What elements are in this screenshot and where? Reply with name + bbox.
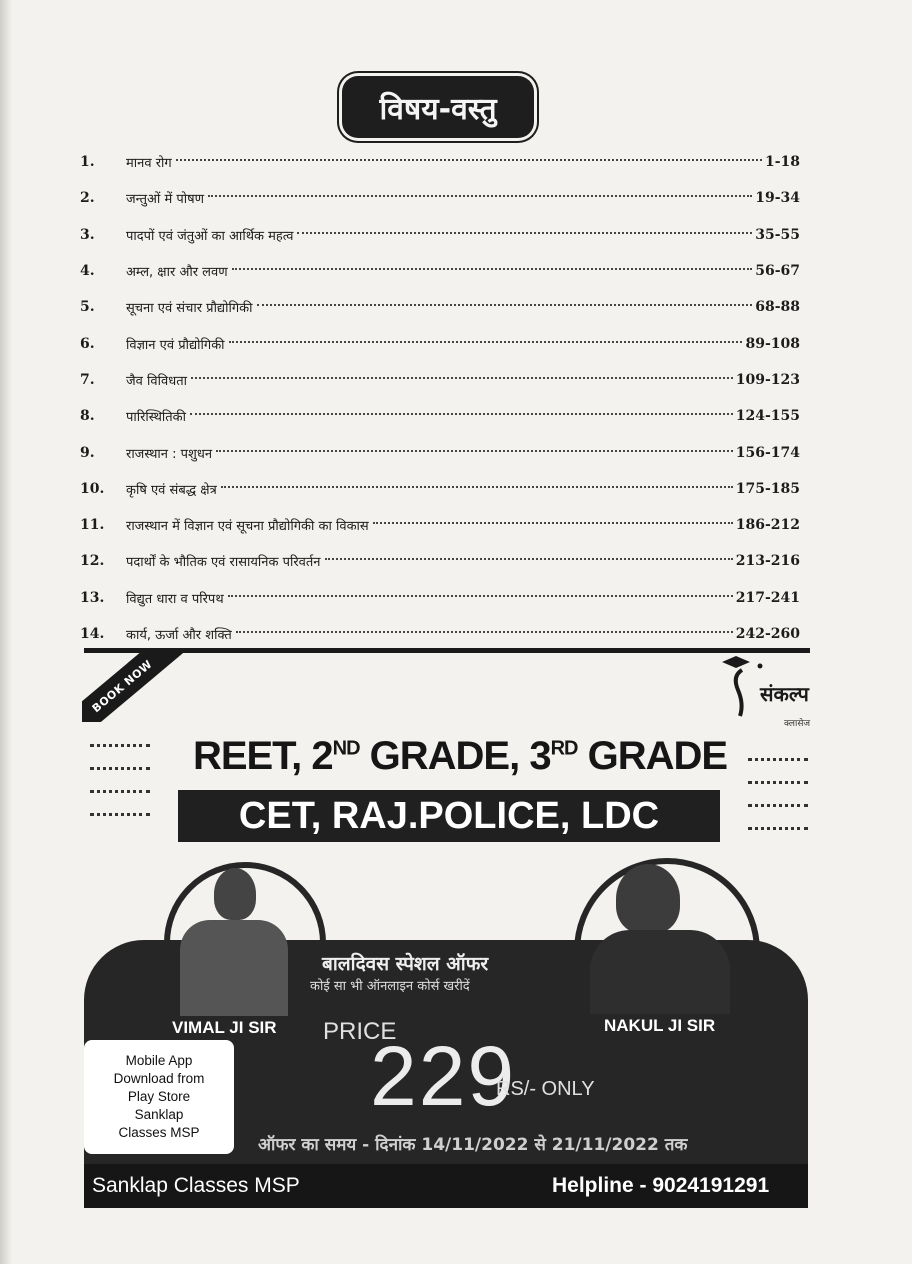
decor-dots-right — [748, 758, 808, 850]
toc-page-range: 217-241 — [735, 589, 800, 606]
section-divider — [84, 648, 810, 653]
toc-chapter-title: पदार्थों के भौतिक एवं रासायनिक परिवर्तन — [126, 555, 321, 571]
toc-page-range: 68-88 — [755, 299, 800, 316]
toc-chapter-title: पादपों एवं जंतुओं का आर्थिक महत्व — [126, 228, 294, 244]
toc-number: 13. — [80, 589, 105, 606]
toc-chapter-title: जैव विविधता — [126, 373, 187, 389]
toc-number: 6. — [80, 335, 95, 352]
book-now-label: BOOK NOW — [82, 652, 185, 722]
toc-row — [80, 580, 800, 616]
app-line: Sanklap — [134, 1107, 184, 1122]
toc-number: 5. — [80, 299, 95, 316]
price-label: PRICE — [323, 1018, 397, 1045]
price-value: 229 — [370, 1029, 517, 1123]
app-line: Download from — [113, 1071, 205, 1086]
toc-page-range: 109-123 — [735, 371, 800, 388]
toc-number: 3. — [80, 226, 95, 243]
decor-dots-left — [90, 744, 150, 836]
teacher-right-name: NAKUL JI SIR — [604, 1016, 716, 1035]
toc-page-range: 56-67 — [755, 263, 800, 280]
toc-chapter-title: राजस्थान में विज्ञान एवं सूचना प्रौद्योगिकी का विकास — [126, 519, 369, 535]
app-download-box — [84, 1040, 234, 1154]
teacher-right-avatar — [590, 930, 730, 1014]
toc-row — [80, 180, 800, 216]
toc-chapter-title: जन्तुओं में पोषण — [126, 192, 205, 208]
toc-leader-dots — [229, 340, 743, 343]
toc-leader-dots — [257, 303, 753, 306]
teacher-right-head — [616, 864, 680, 934]
toc-number: 2. — [80, 190, 95, 207]
toc-number: 14. — [80, 626, 105, 642]
toc-page-range: 124-155 — [735, 408, 800, 425]
toc-page-range: 156-174 — [735, 444, 800, 461]
app-line: Classes MSP — [118, 1125, 200, 1140]
toc-chapter-title: पारिस्थितिकी — [126, 410, 187, 426]
toc-chapter-title: अम्ल, क्षार और लवण — [126, 265, 228, 281]
toc-row — [80, 507, 800, 543]
price-suffix: RS/- ONLY — [496, 1078, 595, 1100]
offer-period: ऑफर का समय - दिनांक 14/11/2022 से 21/11/2022 तक — [258, 1135, 688, 1155]
toc-number: 4. — [80, 263, 95, 280]
app-line: Mobile App — [125, 1053, 193, 1068]
toc-page-range: 186-212 — [735, 517, 800, 534]
toc-chapter-title: राजस्थान : पशुधन — [126, 446, 213, 462]
toc-row — [80, 543, 800, 579]
toc-row — [80, 253, 800, 289]
toc-page-range: 213-216 — [735, 553, 800, 570]
toc-leader-dots — [373, 521, 733, 524]
toc-leader-dots — [221, 485, 733, 488]
toc-chapter-title: विद्युत धारा व परिपथ — [126, 591, 224, 607]
toc-row — [80, 616, 800, 652]
page-edge-shadow — [0, 0, 12, 1264]
toc-number: 11. — [80, 517, 105, 534]
toc-page-range: 242-260 — [735, 626, 800, 642]
toc-row — [80, 398, 800, 434]
toc-page-range: 175-185 — [735, 480, 800, 497]
toc-leader-dots — [228, 594, 733, 597]
offer-title: बालदिवस स्पेशल ऑफर — [322, 953, 489, 975]
toc-row — [80, 289, 800, 325]
toc-number: 10. — [80, 480, 105, 497]
toc-leader-dots — [216, 449, 733, 452]
toc-row — [80, 144, 800, 180]
toc-page-range: 35-55 — [755, 226, 800, 243]
book-now-ribbon — [82, 652, 192, 722]
toc-row — [80, 217, 800, 253]
toc-chapter-title: मानव रोग — [126, 156, 172, 172]
toc-number: 8. — [80, 408, 95, 425]
footer-helpline: Helpline - 9024191291 — [552, 1174, 770, 1197]
toc-chapter-title: कार्य, ऊर्जा और शक्ति — [126, 628, 232, 643]
toc-title: विषय-वस्तु — [342, 76, 534, 138]
toc-leader-dots — [297, 231, 752, 234]
toc-number: 9. — [80, 444, 95, 461]
toc-page-range: 89-108 — [745, 335, 800, 352]
teacher-left-avatar — [180, 920, 288, 1016]
toc-page-range: 19-34 — [755, 190, 800, 207]
toc-leader-dots — [208, 194, 752, 197]
exam-headline: REET, 2ND GRADE, 3RD GRADE — [192, 734, 728, 778]
offer-subtitle: कोई सा भी ऑनलाइन कोर्स खरीदें — [310, 979, 470, 994]
toc-list — [80, 144, 800, 652]
toc-leader-dots — [236, 630, 733, 633]
toc-row — [80, 434, 800, 470]
logo-subtext: क्लासेज — [784, 719, 811, 729]
app-line: Play Store — [127, 1089, 191, 1104]
toc-number: 12. — [80, 553, 105, 570]
toc-chapter-title: सूचना एवं संचार प्रौद्योगिकी — [126, 301, 253, 317]
toc-leader-dots — [191, 376, 733, 379]
toc-chapter-title: विज्ञान एवं प्रौद्योगिकी — [126, 337, 225, 353]
toc-row — [80, 362, 800, 398]
toc-leader-dots — [232, 267, 753, 270]
exam-subheadline: CET, RAJ.POLICE, LDC — [178, 790, 720, 842]
teacher-left-name: VIMAL JI SIR — [172, 1018, 277, 1037]
toc-page-range: 1-18 — [764, 154, 800, 171]
toc-leader-dots — [325, 557, 733, 560]
toc-chapter-title: कृषि एवं संबद्ध क्षेत्र — [126, 482, 217, 498]
footer-brand: Sanklap Classes MSP — [92, 1174, 300, 1197]
logo-text: संकल्प — [760, 682, 809, 706]
toc-number: 7. — [80, 371, 95, 388]
toc-row — [80, 325, 800, 361]
teacher-left-head — [214, 868, 256, 920]
toc-row — [80, 471, 800, 507]
toc-leader-dots — [190, 412, 733, 415]
toc-leader-dots — [176, 158, 762, 161]
toc-number: 1. — [80, 154, 95, 171]
